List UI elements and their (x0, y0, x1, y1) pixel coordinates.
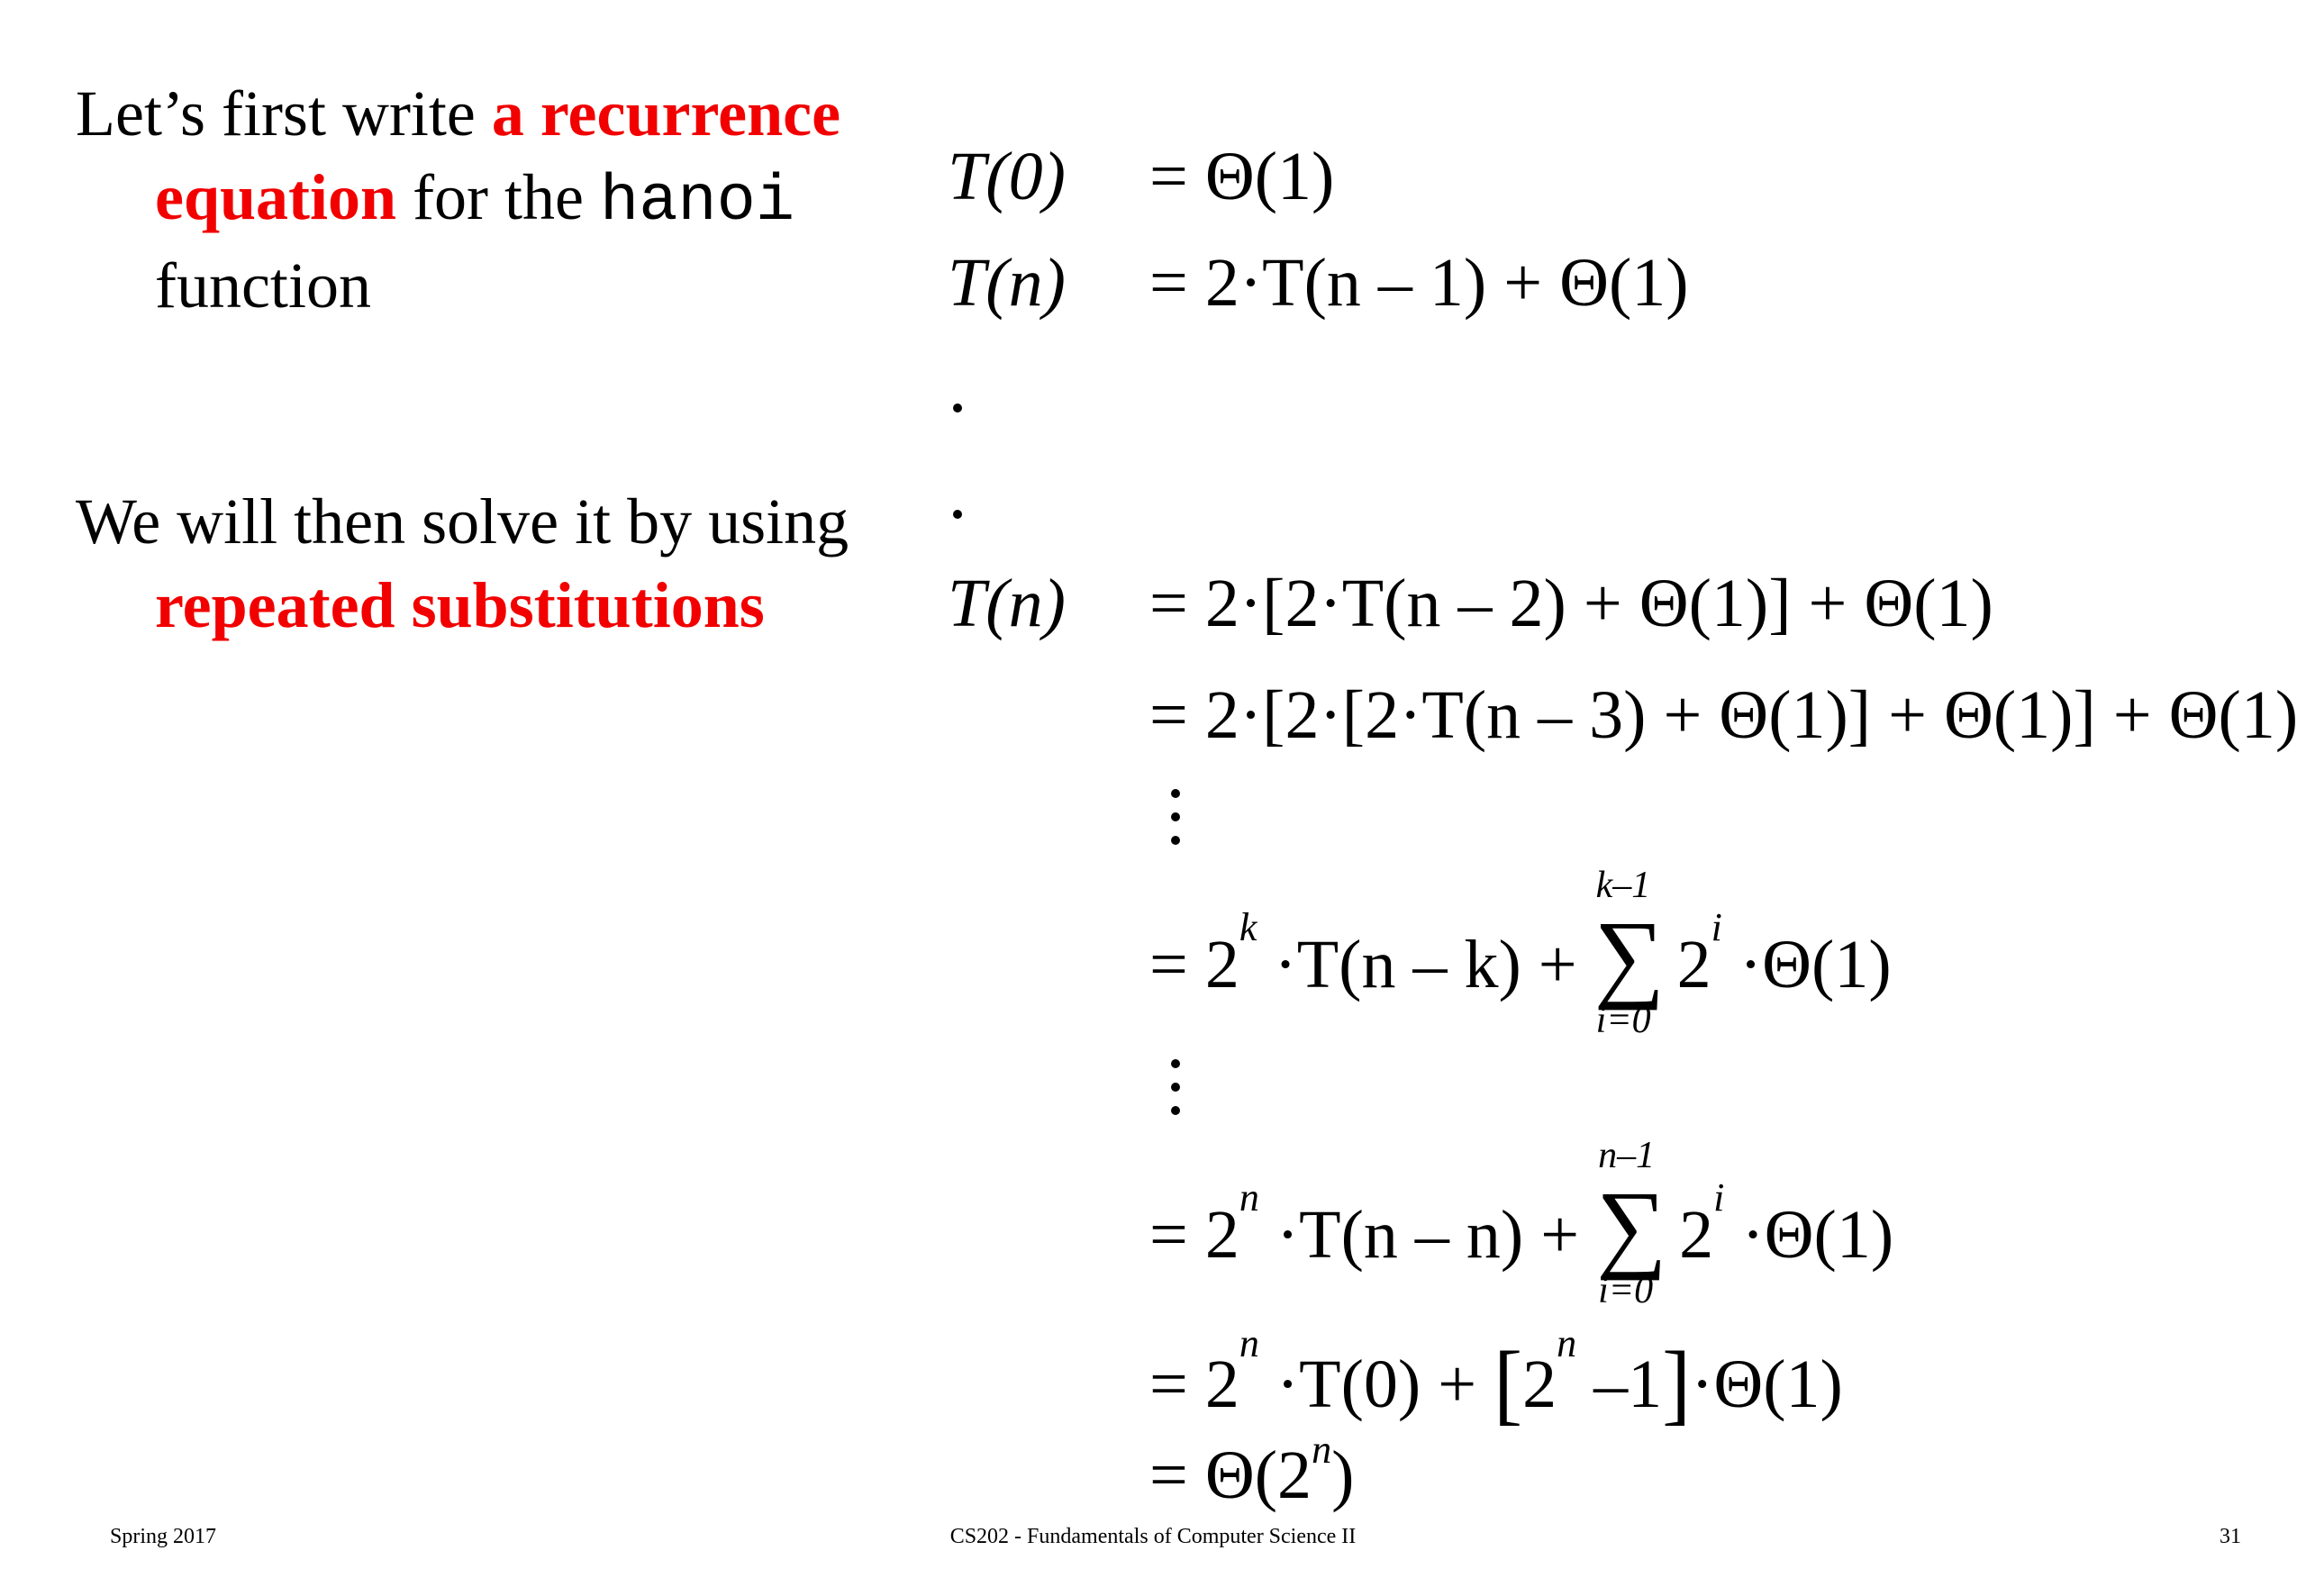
bullet-text: for the (396, 161, 600, 233)
lhs-t0: T(0) (948, 139, 1066, 214)
exponent: i (1711, 905, 1722, 949)
eq-substitution-2: = 2·[2·[2·T(n – 3) + Θ(1)] + Θ(1)] + Θ(1) (1149, 677, 2299, 753)
eq-text: ·Θ(1) (1691, 1347, 1843, 1422)
eq-text: ·Θ(1) (1721, 927, 1892, 1002)
eq-text: 2 (1679, 1197, 1714, 1273)
exponent: i (1713, 1175, 1725, 1220)
lhs-tn-sub: T(n) (948, 566, 1066, 641)
right-bracket: ] (1662, 1332, 1692, 1434)
eq-text: ·T(n – n) + (1258, 1197, 1597, 1273)
summation (1593, 865, 1677, 1041)
eq-text: 2 (1676, 927, 1711, 1002)
footer-term: Spring 2017 (110, 1525, 217, 1548)
bullet-repeated-substitutions (76, 480, 1020, 648)
exponent: k (1239, 905, 1257, 949)
exponent: n (1239, 1175, 1259, 1220)
eq-substitution-1: = 2·[2·T(n – 2) + Θ(1)] + Θ(1) (1149, 566, 1993, 641)
eq-text: ·T(n – k) + (1257, 927, 1594, 1002)
sigma-symbol: ∑ (1593, 901, 1666, 1011)
eq-text: = 2 (1149, 1347, 1239, 1422)
exponent: n (1239, 1321, 1259, 1365)
eq-final (1149, 1428, 1355, 1513)
sum-upper-limit: k–1 (1595, 865, 1651, 906)
bullet-text: Let’s first write (76, 77, 492, 150)
eq-general-n (1149, 1135, 1894, 1311)
sum-lower-limit: i=0 (1598, 1270, 1654, 1311)
ellipsis-dot (953, 510, 962, 519)
exponent: n (1557, 1321, 1577, 1365)
eq-text: –1 (1576, 1347, 1663, 1422)
eq-text: = 2 (1149, 927, 1239, 1002)
eq-text: ·T(0) + (1258, 1347, 1494, 1422)
left-bracket: [ (1493, 1332, 1523, 1434)
exponent: n (1312, 1428, 1332, 1472)
bullet-text: We will then solve it by using (76, 485, 849, 558)
footer-course: CS202 - Fundamentals of Computer Science II (949, 1525, 1357, 1548)
highlight-recurrence-equation: a recurrence equation (155, 77, 841, 233)
sum-lower-limit: i=0 (1595, 1000, 1651, 1041)
slide-number: 31 (2220, 1525, 2241, 1548)
vertical-ellipsis (1171, 1059, 1184, 1129)
eq-recurrence: = 2·T(n – 1) + Θ(1) (1149, 245, 1689, 321)
bullet-recurrence (76, 72, 1020, 328)
lhs-tn: T(n) (948, 245, 1066, 321)
sigma-symbol: ∑ (1596, 1171, 1667, 1281)
summation (1596, 1135, 1679, 1311)
vertical-ellipsis (1171, 789, 1184, 859)
highlight-repeated-substitutions: repeated substitutions (155, 569, 765, 641)
ellipsis-dot (953, 404, 962, 413)
code-hanoi: hanoi (600, 165, 795, 239)
eq-text: = Θ(2 (1149, 1437, 1312, 1513)
eq-text: ) (1331, 1437, 1355, 1513)
eq-general-k (1149, 865, 1892, 1041)
eq-base: = Θ(1) (1149, 139, 1335, 214)
eq-text: = 2 (1149, 1197, 1239, 1273)
eq-t0-sub (1149, 1321, 1843, 1434)
eq-text: 2 (1522, 1347, 1557, 1422)
eq-text: ·Θ(1) (1724, 1197, 1894, 1273)
bullet-text: function (155, 249, 371, 322)
sum-upper-limit: n–1 (1598, 1135, 1656, 1176)
